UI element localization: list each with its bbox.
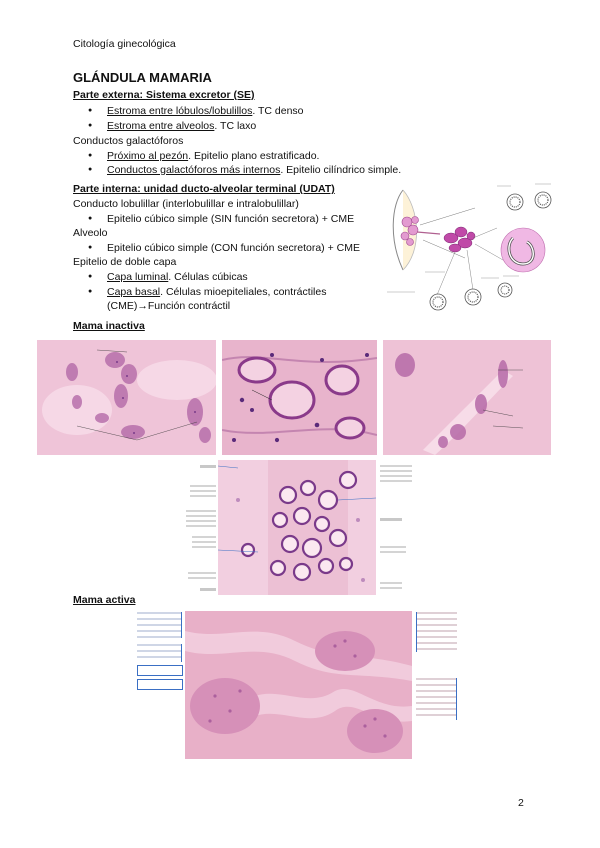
- list-item: ● Estroma entre lóbulos/lobulillos. TC denso: [107, 104, 304, 118]
- label-box: [137, 679, 183, 690]
- doble-capa-continuation: (CME)→Función contráctil: [107, 300, 231, 312]
- udat-diagram: [385, 180, 555, 315]
- label-mark: [192, 536, 216, 550]
- section-title: GLÁNDULA MAMARIA: [73, 70, 212, 85]
- parte-interna-heading: Parte interna: unidad ducto-alveolar terminal (UDAT): [73, 183, 335, 195]
- label-mark: [380, 518, 402, 521]
- conductos-label: Conductos galactóforos: [73, 135, 184, 147]
- mama-inactiva-heading: Mama inactiva: [73, 320, 145, 332]
- list-item: ● Epitelio cúbico simple (SIN función secretora) + CME: [107, 212, 354, 226]
- list-item: ● Epitelio cúbico simple (CON función secretora) + CME: [107, 241, 360, 255]
- label-mark: [380, 582, 402, 591]
- histology-image-inactive-2: [222, 340, 377, 455]
- label-box: [137, 665, 183, 676]
- histology-image-active: [185, 611, 412, 759]
- histology-image-inactive-1: [37, 340, 216, 455]
- list-item: ● Capa luminal. Células cúbicas: [107, 270, 248, 284]
- label-box: [416, 678, 457, 720]
- list-item: ● Capa basal. Células mioepiteliales, contráctiles: [107, 285, 326, 299]
- label-mark: [186, 510, 216, 528]
- histology-image-inactive-3: [383, 340, 551, 455]
- label-mark: [200, 465, 216, 468]
- list-item: ● Estroma entre alveolos. TC laxo: [107, 119, 256, 133]
- header-title: Citología ginecológica: [73, 38, 176, 50]
- list-item: ● Conductos galactóforos más internos. Epitelio cilíndrico simple.: [107, 163, 401, 177]
- doble-capa-label: Epitelio de doble capa: [73, 256, 177, 268]
- conducto-label: Conducto lobulillar (interlobulillar e intralobulillar): [73, 198, 299, 210]
- page-number: 2: [518, 797, 524, 809]
- label-box: [137, 644, 182, 662]
- alveolo-label: Alveolo: [73, 227, 108, 239]
- label-mark: [190, 485, 216, 499]
- mama-activa-heading: Mama activa: [73, 594, 136, 606]
- label-mark: [200, 588, 216, 591]
- histology-image-labeled: [218, 460, 376, 595]
- parte-externa-heading: Parte externa: Sistema excretor (SE): [73, 89, 255, 101]
- label-box: [137, 612, 182, 638]
- label-mark: [380, 465, 412, 483]
- label-mark: [380, 546, 406, 555]
- label-box: [416, 612, 457, 652]
- list-item: ● Próximo al pezón. Epitelio plano estratificado.: [107, 149, 319, 163]
- label-mark: [188, 572, 216, 581]
